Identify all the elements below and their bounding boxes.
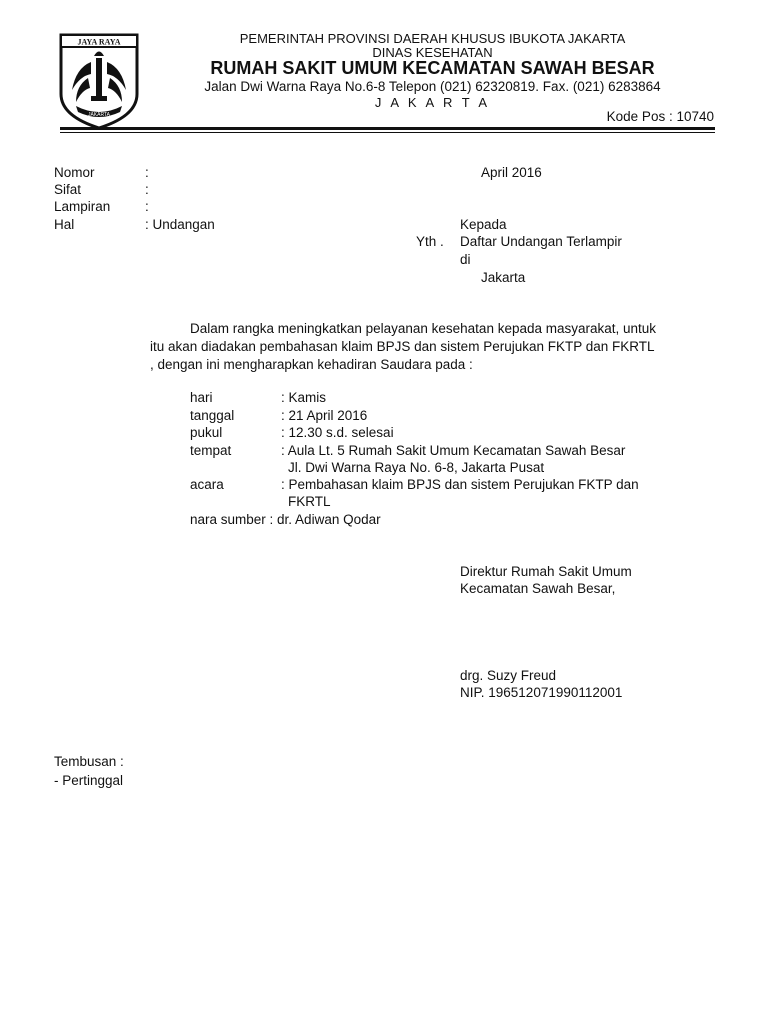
addressee-yth: Yth .: [416, 234, 444, 249]
letterhead-address: Jalan Dwi Warna Raya No.6-8 Telepon (021) 62320819. Fax. (021) 6283864: [204, 79, 661, 94]
event-tempat-value-1: : Aula Lt. 5 Rumah Sakit Umum Kecamatan Sawah Besar: [281, 443, 626, 458]
field-value: : Undangan: [145, 217, 215, 232]
event-tanggal-label: tanggal: [190, 408, 235, 423]
letterhead-postal-code: Kode Pos : 10740: [606, 109, 714, 124]
event-acara-value-1: : Pembahasan klaim BPJS dan sistem Perujukan FKTP dan: [281, 477, 639, 492]
logo-text: JAYA RAYA: [77, 37, 121, 47]
event-acara-value-2: FKRTL: [288, 494, 331, 509]
addressee-kepada: Kepada: [460, 217, 507, 232]
body-line-3: , dengan ini mengharapkan kehadiran Saudara pada :: [150, 357, 473, 372]
addressee-name: Daftar Undangan Terlampir: [460, 234, 622, 249]
field-label: Nomor: [54, 165, 95, 180]
event-pukul-label: pukul: [190, 425, 223, 440]
tembusan-item: - Pertinggal: [54, 773, 124, 788]
logo-motto: JAKARTA: [87, 112, 111, 118]
addressee-city: Jakarta: [481, 270, 526, 285]
letterhead-divider-thick: [60, 127, 715, 130]
letter-date: April 2016: [481, 165, 542, 180]
tembusan-label: Tembusan :: [54, 754, 124, 769]
field-value: :: [145, 165, 149, 180]
body-line-1: Dalam rangka meningkatkan pelayanan kesehatan kepada masyarakat, untuk: [190, 321, 657, 336]
letterhead-city: J A K A R T A: [374, 95, 491, 110]
letterhead-government-line: PEMERINTAH PROVINSI DAERAH KHUSUS IBUKOTA JAKARTA: [239, 31, 626, 46]
letterhead-hospital-name: RUMAH SAKIT UMUM KECAMATAN SAWAH BESAR: [210, 58, 655, 78]
event-hari-value: : Kamis: [281, 390, 327, 405]
field-label: Sifat: [54, 182, 82, 197]
signature-title-1: Direktur Rumah Sakit Umum: [460, 564, 632, 579]
event-narasumber: nara sumber : dr. Adiwan Qodar: [190, 512, 381, 527]
signature-title-2: Kecamatan Sawah Besar,: [460, 581, 616, 596]
field-label: Lampiran: [54, 199, 111, 214]
addressee-di: di: [460, 252, 471, 267]
event-tanggal-value: : 21 April 2016: [281, 408, 368, 423]
event-tempat-label: tempat: [190, 443, 232, 458]
letterhead-divider-thin: [60, 132, 715, 133]
event-acara-label: acara: [190, 477, 224, 492]
event-tempat-value-2: Jl. Dwi Warna Raya No. 6-8, Jakarta Pusat: [288, 460, 545, 475]
body-line-2: itu akan diadakan pembahasan klaim BPJS dan sistem Perujukan FKTP dan FKRTL: [150, 339, 655, 354]
field-label: Hal: [54, 217, 75, 232]
signature-name: drg. Suzy Freud: [460, 668, 557, 683]
letterhead-department-line: DINAS KESEHATAN: [372, 45, 493, 60]
signature-nip: NIP. 196512071990112001: [460, 685, 623, 700]
event-pukul-value: : 12.30 s.d. selesai: [281, 425, 394, 440]
jakarta-coat-of-arms-logo: [58, 32, 140, 130]
field-value: :: [145, 182, 149, 197]
field-value: :: [145, 199, 149, 214]
event-hari-label: hari: [190, 390, 213, 405]
